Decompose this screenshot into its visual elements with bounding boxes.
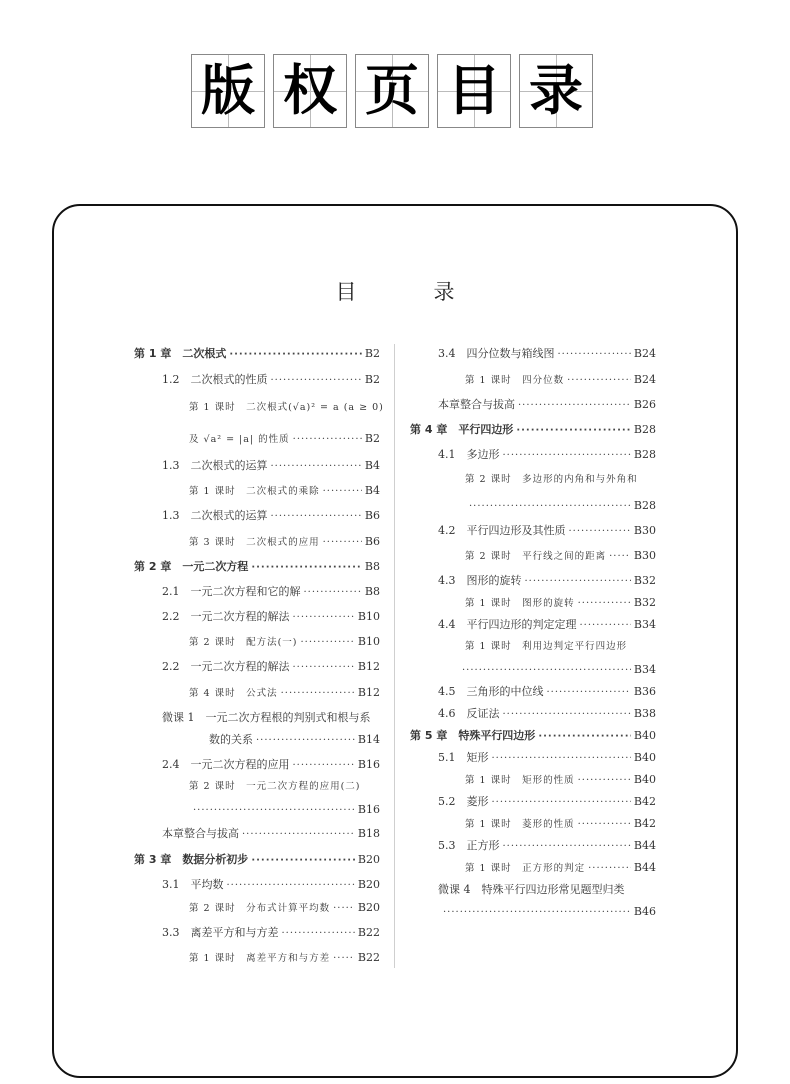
toc-entry-lesson[interactable] bbox=[465, 549, 656, 564]
page-number: B30 bbox=[633, 549, 656, 562]
page-number: B20 bbox=[357, 878, 380, 891]
page-number: B14 bbox=[357, 733, 380, 746]
page-number: B28 bbox=[633, 448, 656, 461]
toc-entry-section[interactable] bbox=[438, 685, 656, 700]
leader-dots bbox=[558, 348, 631, 362]
entry-label: 第 1 课时 矩形的性质 bbox=[465, 775, 575, 786]
leader-dots bbox=[609, 550, 631, 564]
entry-label: 数的关系 bbox=[209, 733, 253, 746]
toc-entry-section[interactable] bbox=[438, 795, 656, 810]
toc-entry-chapter[interactable] bbox=[134, 347, 380, 362]
page-number: B4 bbox=[364, 459, 380, 472]
leader-dots bbox=[538, 730, 631, 744]
leader-dots bbox=[293, 759, 355, 773]
header-char: 页 bbox=[365, 59, 419, 122]
entry-label: 3.1 平均数 bbox=[162, 878, 224, 891]
entry-label: 本章整合与拔高 bbox=[438, 398, 515, 411]
leader-dots bbox=[282, 927, 355, 941]
leader-dots bbox=[271, 374, 362, 388]
entry-label: 1.3 二次根式的运算 bbox=[162, 459, 268, 472]
toc-entry-section[interactable] bbox=[438, 448, 656, 463]
leader-dots bbox=[227, 879, 355, 893]
toc-entry-chapter[interactable] bbox=[134, 560, 380, 575]
entry-label: 5.2 菱形 bbox=[438, 795, 489, 808]
page-number: B24 bbox=[633, 373, 656, 386]
entry-label: 4.6 反证法 bbox=[438, 707, 500, 720]
leader-dots bbox=[443, 906, 631, 920]
toc-entry-section[interactable] bbox=[438, 618, 656, 633]
entry-label: 第 1 课时 离差平方和与方差 bbox=[189, 953, 331, 964]
leader-dots bbox=[271, 510, 362, 524]
entry-label: 2.2 一元二次方程的解法 bbox=[162, 610, 290, 623]
entry-label: 第 1 课时 二次根式(√a)² = a (a ≥ 0) bbox=[189, 402, 384, 413]
page-number: B44 bbox=[633, 861, 656, 874]
leader-dots bbox=[567, 374, 631, 388]
entry-label: 第 1 课时 菱形的性质 bbox=[465, 819, 575, 830]
page-number: B10 bbox=[357, 610, 380, 623]
leader-dots bbox=[333, 952, 355, 966]
entry-label: 第 1 课时 利用边判定平行四边形 bbox=[465, 641, 628, 652]
leader-dots bbox=[242, 828, 355, 842]
leader-dots bbox=[578, 774, 631, 788]
toc-entry-lesson[interactable] bbox=[189, 484, 380, 499]
entry-label: 3.4 四分位数与箱线图 bbox=[438, 347, 555, 360]
leader-dots bbox=[293, 661, 355, 675]
leader-dots bbox=[518, 399, 631, 413]
header-char-box bbox=[191, 54, 265, 128]
leader-dots bbox=[516, 424, 631, 438]
toc-entry-section[interactable] bbox=[438, 751, 656, 766]
toc-entry-section[interactable] bbox=[438, 707, 656, 722]
toc-entry-section[interactable] bbox=[162, 610, 380, 625]
leader-dots bbox=[323, 536, 362, 550]
leader-dots bbox=[503, 840, 631, 854]
toc-entry-section[interactable] bbox=[162, 660, 380, 675]
entry-label: 第 5 章 特殊平行四边形 bbox=[410, 729, 536, 742]
toc-entry-lesson[interactable] bbox=[465, 373, 656, 388]
entry-label: 微课 1 一元二次方程根的判别式和根与系 bbox=[162, 711, 371, 724]
leader-dots bbox=[251, 854, 355, 868]
entry-label: 第 4 课时 公式法 bbox=[189, 688, 278, 699]
entry-label: 4.5 三角形的中位线 bbox=[438, 685, 544, 698]
toc-entry-section[interactable] bbox=[438, 524, 656, 539]
toc-entry-section[interactable] bbox=[162, 758, 380, 773]
entry-label: 5.3 正方形 bbox=[438, 839, 500, 852]
page-number: B28 bbox=[633, 423, 656, 436]
page-number: B32 bbox=[633, 574, 656, 587]
header-char-box bbox=[437, 54, 511, 128]
toc-entry-lesson[interactable] bbox=[189, 686, 380, 701]
entry-label: 3.3 离差平方和与方差 bbox=[162, 926, 279, 939]
page-number: B26 bbox=[633, 398, 656, 411]
toc-entry-lesson[interactable] bbox=[465, 773, 656, 788]
entry-label: 第 1 课时 正方形的判定 bbox=[465, 863, 586, 874]
entry-label: 4.1 多边形 bbox=[438, 448, 500, 461]
leader-dots bbox=[333, 902, 355, 916]
entry-label: 微课 4 特殊平行四边形常见题型归类 bbox=[438, 883, 625, 896]
entry-label: 2.4 一元二次方程的应用 bbox=[162, 758, 290, 771]
column-divider bbox=[394, 344, 395, 968]
toc-entry-section[interactable] bbox=[438, 574, 656, 589]
toc-entry-chapter[interactable] bbox=[410, 423, 656, 438]
entry-label: 5.1 矩形 bbox=[438, 751, 489, 764]
toc-entry-chapter[interactable] bbox=[134, 853, 380, 868]
page-number: B44 bbox=[633, 839, 656, 852]
toc-entry-lesson[interactable] bbox=[465, 817, 656, 832]
page-number: B40 bbox=[633, 773, 656, 786]
leader-dots bbox=[469, 500, 631, 514]
toc-title: 目 录 bbox=[335, 280, 483, 304]
leader-dots bbox=[301, 636, 355, 650]
page-number: B18 bbox=[357, 827, 380, 840]
entry-label: 第 2 课时 分布式计算平均数 bbox=[189, 903, 331, 914]
leader-dots bbox=[293, 611, 355, 625]
page-number: B32 bbox=[633, 596, 656, 609]
toc-entry-section[interactable] bbox=[162, 373, 380, 388]
leader-dots bbox=[256, 734, 355, 748]
toc-entry-lesson[interactable] bbox=[189, 901, 380, 916]
entry-label: 第 2 课时 一元二次方程的应用(二) bbox=[189, 781, 361, 792]
page-number: B38 bbox=[633, 707, 656, 720]
leader-dots bbox=[588, 862, 631, 876]
toc-entry-lesson[interactable] bbox=[189, 635, 380, 650]
leader-dots bbox=[547, 686, 631, 700]
toc-entry-section[interactable] bbox=[162, 878, 380, 893]
toc-entry-lesson[interactable] bbox=[189, 951, 380, 966]
entry-label: 2.1 一元二次方程和它的解 bbox=[162, 585, 301, 598]
entry-label: 1.3 二次根式的运算 bbox=[162, 509, 268, 522]
leader-dots bbox=[462, 664, 631, 678]
toc-entry-lesson[interactable] bbox=[465, 596, 656, 611]
header-char-box bbox=[273, 54, 347, 128]
leader-dots bbox=[229, 348, 362, 362]
entry-label: 第 2 章 一元二次方程 bbox=[134, 560, 249, 573]
leader-dots bbox=[293, 433, 362, 447]
leader-dots bbox=[503, 708, 631, 722]
entry-label: 第 1 课时 图形的旋转 bbox=[465, 598, 575, 609]
page-number: B16 bbox=[357, 758, 380, 771]
entry-label: 第 2 课时 平行线之间的距离 bbox=[465, 551, 607, 562]
page-number: B10 bbox=[357, 635, 380, 648]
toc-entry-section[interactable] bbox=[162, 926, 380, 941]
entry-label: 第 2 课时 配方法(一) bbox=[189, 637, 298, 648]
entry-label: 4.3 图形的旋转 bbox=[438, 574, 522, 587]
entry-label: 4.2 平行四边形及其性质 bbox=[438, 524, 566, 537]
header-char: 权 bbox=[283, 59, 337, 122]
leader-dots bbox=[251, 561, 362, 575]
toc-entry-section[interactable] bbox=[162, 585, 380, 600]
toc-entry-microlesson[interactable] bbox=[209, 733, 380, 748]
leader-dots bbox=[580, 619, 631, 633]
toc-entry-section[interactable] bbox=[438, 347, 656, 362]
toc-entry-section[interactable] bbox=[162, 509, 380, 524]
entry-label: 第 1 章 二次根式 bbox=[134, 347, 227, 360]
page-number: B40 bbox=[633, 729, 656, 742]
toc-entry-microlesson-cont[interactable] bbox=[443, 905, 656, 920]
entry-label: 2.2 一元二次方程的解法 bbox=[162, 660, 290, 673]
toc-entry-section[interactable] bbox=[162, 459, 380, 474]
toc-entry-section[interactable] bbox=[438, 839, 656, 854]
toc-entry-microlesson[interactable] bbox=[162, 711, 380, 725]
toc-entry-lesson[interactable] bbox=[189, 780, 380, 794]
entry-label: 第 4 章 平行四边形 bbox=[410, 423, 514, 436]
leader-dots bbox=[271, 460, 362, 474]
toc-entry-summary[interactable] bbox=[162, 827, 380, 842]
leader-dots bbox=[578, 597, 631, 611]
page-number: B22 bbox=[357, 951, 380, 964]
page-number: B20 bbox=[357, 901, 380, 914]
page-number: B46 bbox=[633, 905, 656, 918]
page-number: B2 bbox=[364, 432, 380, 445]
page-number: B42 bbox=[633, 795, 656, 808]
toc-entry-lesson-cont[interactable] bbox=[462, 663, 656, 678]
entry-label: 及 √a² = |a| 的性质 bbox=[189, 434, 290, 445]
header-char-box bbox=[519, 54, 593, 128]
page-number: B6 bbox=[364, 509, 380, 522]
leader-dots bbox=[525, 575, 631, 589]
page-number: B8 bbox=[364, 585, 380, 598]
toc-entry-lesson-cont[interactable] bbox=[469, 499, 656, 514]
entry-label: 第 3 章 数据分析初步 bbox=[134, 853, 249, 866]
page-number: B2 bbox=[364, 373, 380, 386]
toc-entry-chapter[interactable] bbox=[410, 729, 656, 744]
page-number: B40 bbox=[633, 751, 656, 764]
header-char: 版 bbox=[201, 59, 255, 122]
header-title bbox=[191, 54, 593, 128]
page-number: B24 bbox=[633, 347, 656, 360]
leader-dots bbox=[281, 687, 355, 701]
leader-dots bbox=[323, 485, 362, 499]
page-number: B42 bbox=[633, 817, 656, 830]
header-char: 录 bbox=[529, 59, 583, 122]
entry-label: 第 2 课时 多边形的内角和与外角和 bbox=[465, 474, 638, 485]
toc-entry-lesson[interactable] bbox=[465, 473, 656, 487]
header-char-box bbox=[355, 54, 429, 128]
entry-label: 第 1 课时 四分位数 bbox=[465, 375, 565, 386]
entry-label: 第 1 课时 二次根式的乘除 bbox=[189, 486, 320, 497]
leader-dots bbox=[578, 818, 631, 832]
toc-entry-lesson[interactable] bbox=[465, 640, 656, 654]
page-number: B34 bbox=[633, 663, 656, 676]
page-number: B8 bbox=[364, 560, 380, 573]
page-number: B30 bbox=[633, 524, 656, 537]
page-number: B36 bbox=[633, 685, 656, 698]
page-number: B12 bbox=[357, 686, 380, 699]
leader-dots bbox=[569, 525, 631, 539]
toc-entry-lesson[interactable] bbox=[465, 861, 656, 876]
toc-entry-lesson[interactable] bbox=[189, 401, 384, 415]
page-number: B16 bbox=[357, 803, 380, 816]
page-number: B20 bbox=[357, 853, 380, 866]
page-number: B6 bbox=[364, 535, 380, 548]
leader-dots bbox=[492, 796, 631, 810]
toc-entry-lesson[interactable] bbox=[189, 432, 380, 447]
page-number: B22 bbox=[357, 926, 380, 939]
leader-dots bbox=[492, 752, 631, 766]
toc-entry-lesson-cont[interactable] bbox=[193, 803, 380, 818]
toc-entry-microlesson[interactable] bbox=[438, 883, 656, 897]
leader-dots bbox=[304, 586, 362, 600]
entry-label: 4.4 平行四边形的判定定理 bbox=[438, 618, 577, 631]
entry-label: 本章整合与拔高 bbox=[162, 827, 239, 840]
page-number: B34 bbox=[633, 618, 656, 631]
entry-label: 第 3 课时 二次根式的应用 bbox=[189, 537, 320, 548]
leader-dots bbox=[193, 804, 355, 818]
entry-label: 1.2 二次根式的性质 bbox=[162, 373, 268, 386]
page-number: B12 bbox=[357, 660, 380, 673]
page-number: B2 bbox=[364, 347, 380, 360]
leader-dots bbox=[503, 449, 631, 463]
toc-entry-lesson[interactable] bbox=[189, 535, 380, 550]
header-char: 目 bbox=[447, 59, 501, 122]
page-number: B4 bbox=[364, 484, 380, 497]
page-number: B28 bbox=[633, 499, 656, 512]
toc-entry-summary[interactable] bbox=[438, 398, 656, 413]
